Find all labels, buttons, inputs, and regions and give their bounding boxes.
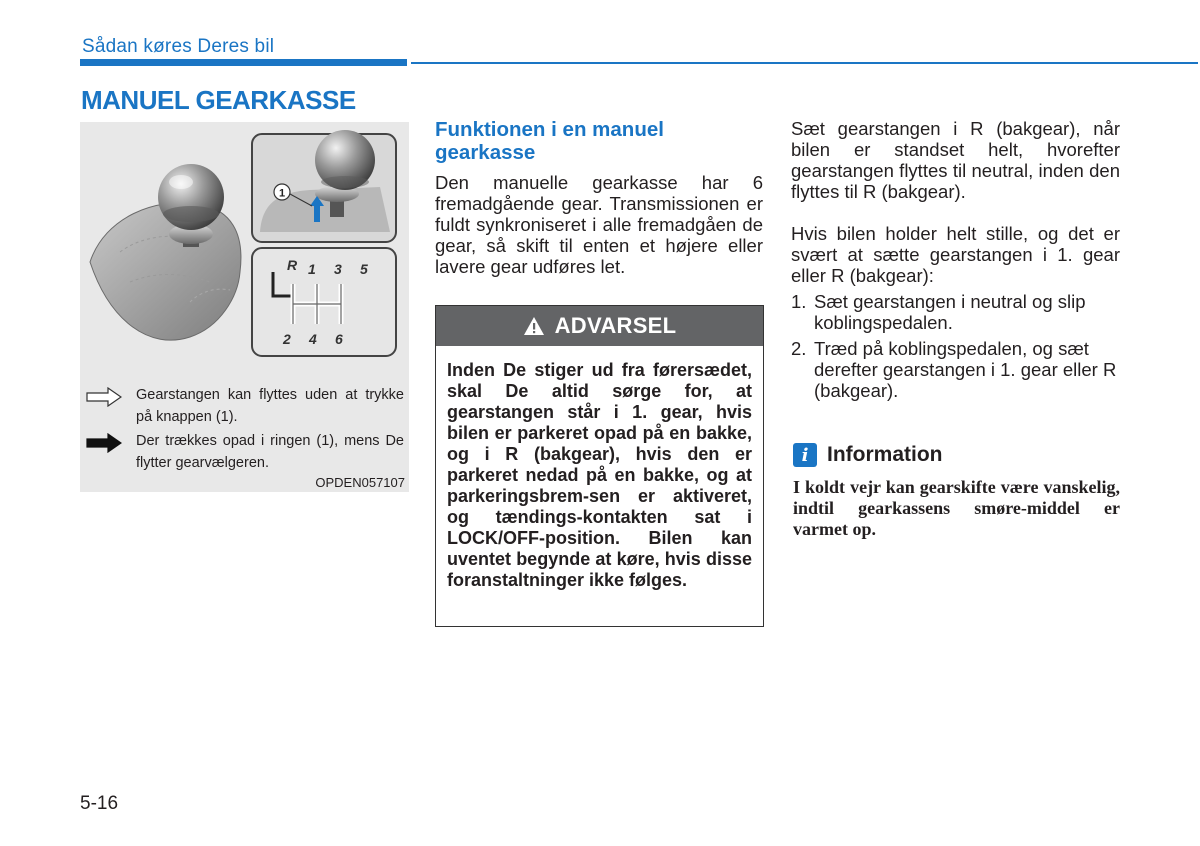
shift-label-3: 3: [334, 261, 342, 277]
warning-text: Inden De stiger ud fra førersædet, skal De altid sørge for, at gearstangen står i 1. gear, hvis bilen er parkeret opad på en bakke, og i R (bakgear), hvis den er parkeret nedad på en bakke, og at parkeringsbrem-sen er aktiveret, og tændings-kontakten sat i LOCK/OFF-position. Bilen kan uventet begynde at køre, hvis disse foranstaltninger ikke følges.: [447, 360, 752, 590]
gear-shift-illustration: [80, 122, 409, 372]
reverse-gear-paragraph: Sæt gearstangen i R (bakgear), når bilen er standset helt, hvorefter gearstangen flyttes til neutral, inden den flyttes til R (bakgear).: [791, 118, 1120, 202]
step-text: Træd på koblingspedalen, og sæt derefter gearstangen i 1. gear eller R (bakgear).: [814, 338, 1117, 401]
shift-pattern-inset: [252, 248, 396, 356]
column-reverse-gear: [791, 118, 1120, 401]
shift-label-4: 4: [309, 331, 317, 347]
callout-number-1: 1: [278, 187, 286, 200]
warning-box: [435, 305, 764, 627]
gear-shift-figure: [80, 122, 409, 492]
shift-label-r: R: [287, 257, 298, 273]
shift-label-5: 5: [360, 261, 368, 277]
shift-label-2: 2: [283, 331, 291, 347]
information-text: I koldt vejr kan gearskifte være vanskelig, indtil gearkassens smøre-middel er varmet op.: [793, 477, 1120, 539]
gear-boot-illustration: [90, 164, 241, 340]
figure-code: OPDEN057107: [315, 475, 405, 490]
subheading-function: Funktionen i en manuel gearkasse: [435, 118, 664, 164]
page-number: 5-16: [80, 793, 119, 814]
header-rule-thin: [411, 62, 1198, 64]
intro-paragraph: Den manuelle gearkasse har 6 fremadgående gear. Transmissionen er fuldt synkroniseret i alle fremadgåen de gear, så skift til enten et højere eller lavere gear udføres let.: [435, 172, 763, 277]
information-title: Information: [827, 443, 943, 466]
stuck-gear-paragraph: Hvis bilen holder helt stille, og det er svært at sætte gearstangen i 1. gear eller R (bakgear):: [791, 223, 1120, 286]
list-item: [791, 291, 1120, 333]
lift-ring-detail-inset: [252, 130, 396, 242]
shift-label-6: 6: [335, 331, 343, 347]
step-number: 2.: [791, 338, 807, 359]
steps-list: [791, 291, 1120, 401]
outline-arrow-icon: [86, 387, 122, 407]
list-item: [791, 338, 1120, 401]
solid-arrow-icon: [86, 433, 122, 453]
warning-header: [436, 306, 763, 346]
page-title: MANUEL GEARKASSE: [81, 85, 356, 115]
step-text: Sæt gearstangen i neutral og slip koblingspedalen.: [814, 291, 1086, 333]
legend-item-outline: [86, 384, 404, 428]
legend-item-solid: [86, 430, 404, 474]
info-icon: i: [793, 443, 817, 467]
warning-title: ADVARSEL: [554, 313, 677, 338]
shift-label-1: 1: [308, 261, 316, 277]
information-header: [793, 443, 943, 467]
legend-text-outline: Gearstangen kan flyttes uden at trykke på knappen (1).: [136, 387, 404, 425]
step-number: 1.: [791, 291, 807, 312]
header-rule-thick: [80, 59, 407, 66]
column-manual-gearbox-function: [435, 118, 763, 277]
legend-text-solid: Der trækkes opad i ringen (1), mens De flytter gearvælgeren.: [136, 433, 404, 471]
warning-triangle-icon: [523, 316, 545, 336]
header-section-title: Sådan køres Deres bil: [82, 36, 275, 57]
